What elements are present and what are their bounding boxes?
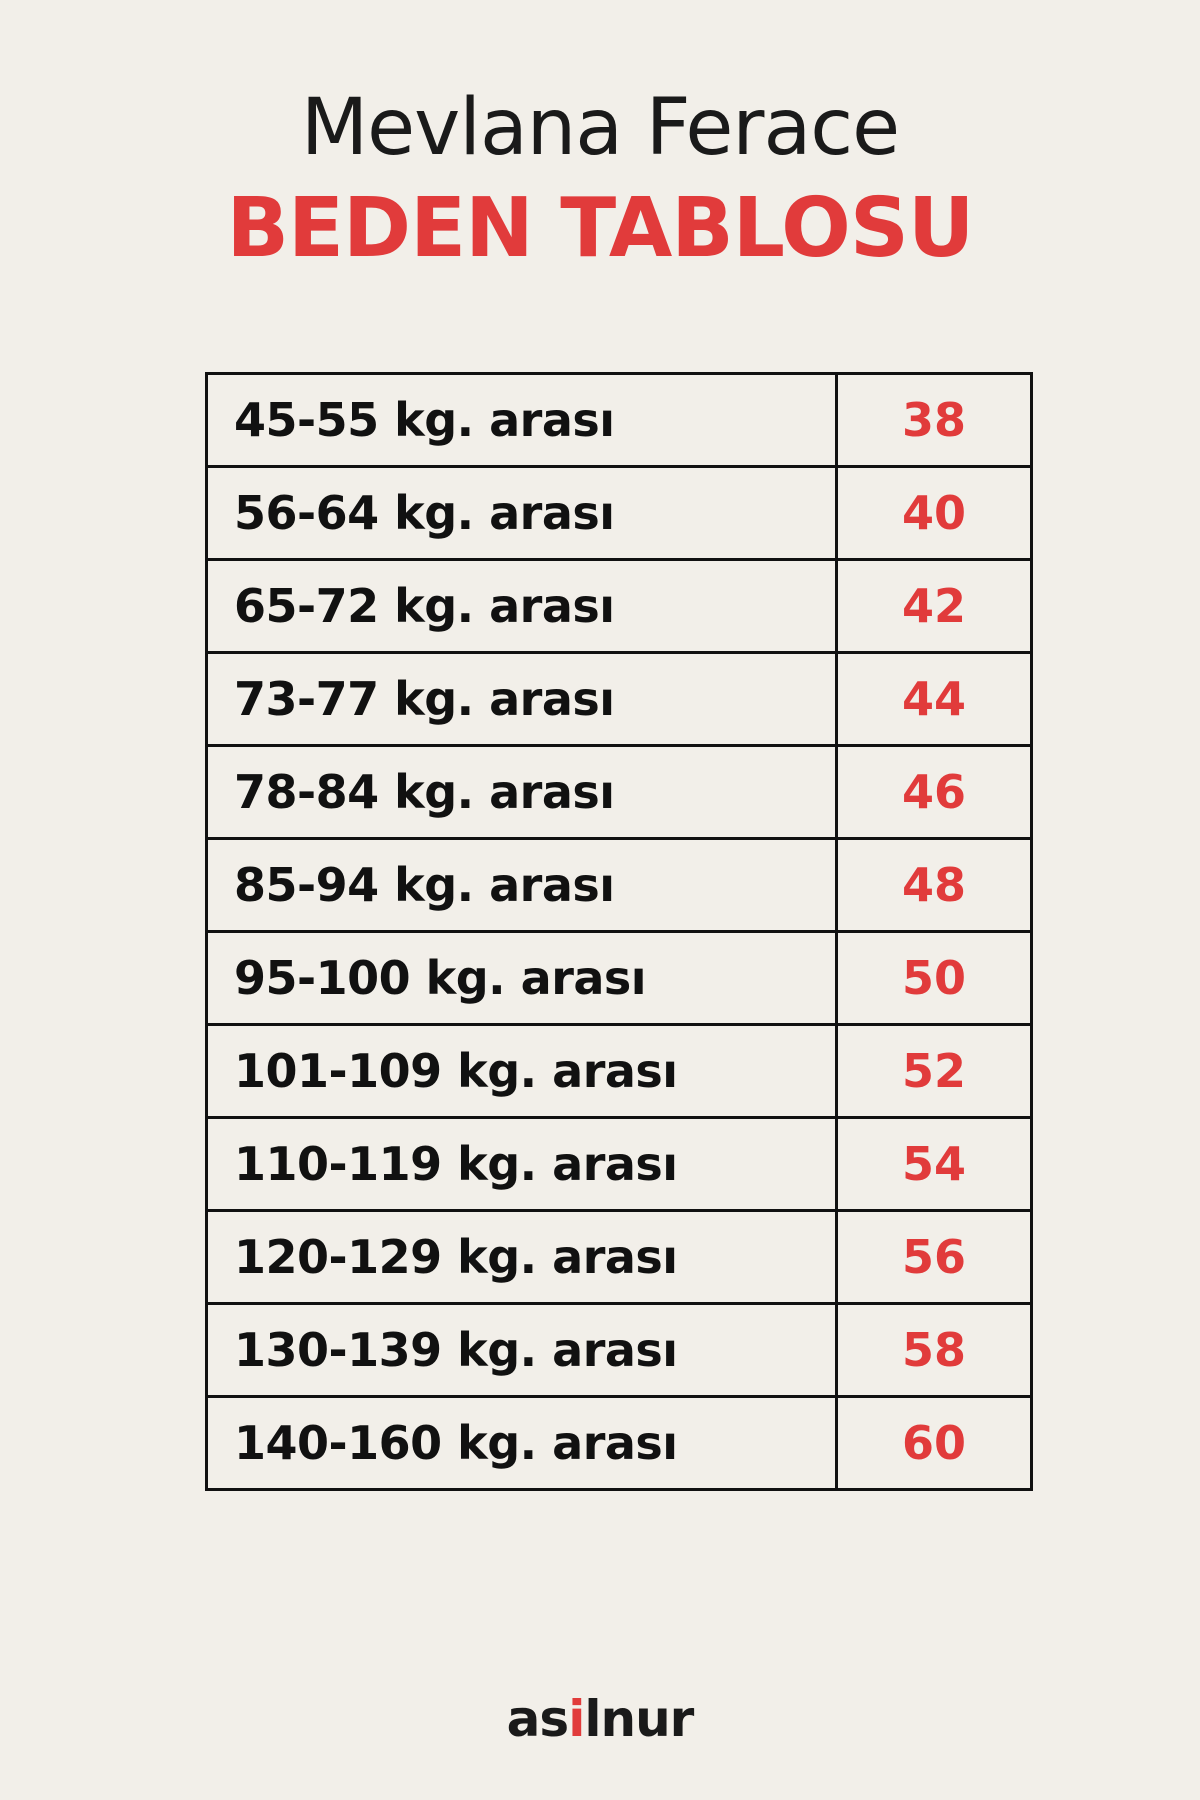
weight-range-cell: 140-160 kg. arası (207, 1397, 837, 1490)
title-block (0, 83, 1200, 276)
table-row (207, 839, 1032, 932)
weight-range-cell: 110-119 kg. arası (207, 1118, 837, 1211)
weight-range-cell: 130-139 kg. arası (207, 1304, 837, 1397)
size-value-cell: 38 (837, 374, 1032, 467)
size-value-cell: 50 (837, 932, 1032, 1025)
table-row (207, 1397, 1032, 1490)
table-row (207, 746, 1032, 839)
size-value-cell: 58 (837, 1304, 1032, 1397)
weight-range-cell: 78-84 kg. arası (207, 746, 837, 839)
table-row (207, 653, 1032, 746)
size-value-cell: 60 (837, 1397, 1032, 1490)
page-title: Mevlana Ferace (300, 83, 900, 173)
brand-text-part2: lnur (584, 1690, 694, 1748)
brand-text-part1: as (506, 1690, 569, 1748)
size-table-body (207, 374, 1032, 1490)
weight-range-cell: 73-77 kg. arası (207, 653, 837, 746)
weight-range-cell: 65-72 kg. arası (207, 560, 837, 653)
size-value-cell: 56 (837, 1211, 1032, 1304)
weight-range-cell: 120-129 kg. arası (207, 1211, 837, 1304)
table-row (207, 467, 1032, 560)
size-value-cell: 40 (837, 467, 1032, 560)
brand-accent-letter: i (568, 1690, 585, 1748)
table-row (207, 1304, 1032, 1397)
table-row (207, 1118, 1032, 1211)
size-table (205, 372, 1033, 1491)
weight-range-cell: 45-55 kg. arası (207, 374, 837, 467)
size-value-cell: 48 (837, 839, 1032, 932)
size-value-cell: 42 (837, 560, 1032, 653)
size-table-wrapper (205, 372, 995, 1491)
weight-range-cell: 56-64 kg. arası (207, 467, 837, 560)
weight-range-cell: 85-94 kg. arası (207, 839, 837, 932)
table-row (207, 1025, 1032, 1118)
table-row (207, 932, 1032, 1025)
size-value-cell: 54 (837, 1118, 1032, 1211)
table-row (207, 560, 1032, 653)
page-subtitle: BEDEN TABLOSU (226, 180, 974, 276)
size-value-cell: 46 (837, 746, 1032, 839)
table-row (207, 1211, 1032, 1304)
weight-range-cell: 95-100 kg. arası (207, 932, 837, 1025)
size-value-cell: 52 (837, 1025, 1032, 1118)
table-row (207, 374, 1032, 467)
weight-range-cell: 101-109 kg. arası (207, 1025, 837, 1118)
brand-logo (0, 1690, 1200, 1748)
size-value-cell: 44 (837, 653, 1032, 746)
